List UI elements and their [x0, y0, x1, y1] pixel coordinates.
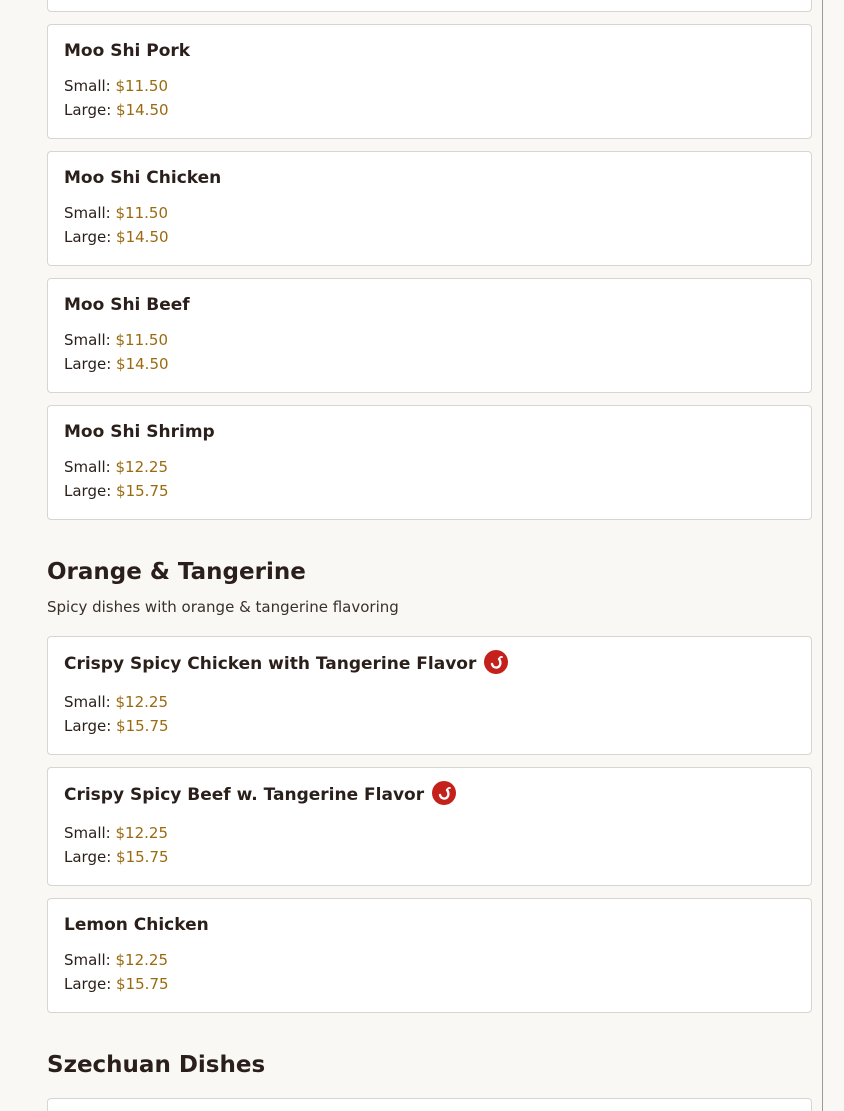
menu-item-name-text: Crispy Spicy Chicken with Tangerine Flavor: [64, 654, 477, 674]
section-title: Orange & Tangerine: [47, 559, 306, 585]
price-small: [64, 693, 168, 711]
section-title: Szechuan Dishes: [47, 1052, 266, 1078]
price-small: [64, 458, 168, 476]
price-large-value: $15.75: [116, 717, 169, 735]
menu-item-name: Lemon Chicken: [64, 915, 209, 935]
menu-item-card: [47, 0, 812, 12]
price-small-value: $11.50: [115, 331, 168, 349]
price-small-value: $12.25: [115, 693, 168, 711]
price-small: [64, 951, 168, 969]
menu-item-name: [64, 783, 456, 807]
menu-item-card: [47, 24, 812, 139]
menu-item-name: Moo Shi Pork: [64, 41, 191, 61]
price-small-value: $12.25: [115, 458, 168, 476]
menu-item-name: Moo Shi Beef: [64, 295, 190, 315]
price-large-value: $14.50: [116, 228, 169, 246]
chili-pepper-icon: [432, 781, 456, 805]
size-label-large: Large:: [64, 848, 112, 866]
menu-item-card: [47, 278, 812, 393]
chili-pepper-icon: [484, 650, 508, 674]
menu-item-card: [47, 151, 812, 266]
menu-item-card: [47, 898, 812, 1013]
price-large-value: $15.75: [116, 848, 169, 866]
price-small: [64, 331, 168, 349]
price-large: [64, 975, 169, 993]
menu-item-name: Moo Shi Shrimp: [64, 422, 215, 442]
price-small-value: $12.25: [115, 824, 168, 842]
menu-item-name-text: Crispy Spicy Beef w. Tangerine Flavor: [64, 785, 425, 805]
menu-item-card: [47, 1098, 812, 1111]
size-label-small: Small:: [64, 458, 111, 476]
price-large: [64, 717, 169, 735]
price-large: [64, 355, 169, 373]
price-large: [64, 228, 169, 246]
price-small: [64, 77, 168, 95]
size-label-small: Small:: [64, 693, 111, 711]
price-large-value: $15.75: [116, 482, 169, 500]
size-label-small: Small:: [64, 77, 111, 95]
price-large-value: $14.50: [116, 355, 169, 373]
size-label-large: Large:: [64, 101, 112, 119]
price-small: [64, 824, 168, 842]
price-small-value: $12.25: [115, 951, 168, 969]
size-label-small: Small:: [64, 204, 111, 222]
menu-item-name: Moo Shi Chicken: [64, 168, 222, 188]
price-large-value: $14.50: [116, 101, 169, 119]
section-description: Spicy dishes with orange & tangerine flavoring: [47, 598, 399, 616]
size-label-large: Large:: [64, 355, 112, 373]
size-label-large: Large:: [64, 975, 112, 993]
size-label-large: Large:: [64, 717, 112, 735]
price-large: [64, 482, 169, 500]
price-small: [64, 204, 168, 222]
price-large: [64, 848, 169, 866]
price-large: [64, 101, 169, 119]
price-large-value: $15.75: [116, 975, 169, 993]
size-label-small: Small:: [64, 331, 111, 349]
size-label-small: Small:: [64, 951, 111, 969]
menu-item-card: [47, 405, 812, 520]
menu-item-name: [64, 652, 508, 676]
price-small-value: $11.50: [115, 204, 168, 222]
size-label-large: Large:: [64, 482, 112, 500]
size-label-large: Large:: [64, 228, 112, 246]
size-label-small: Small:: [64, 824, 111, 842]
menu-item-card: [47, 636, 812, 755]
menu-item-card: [47, 767, 812, 886]
price-small-value: $11.50: [115, 77, 168, 95]
